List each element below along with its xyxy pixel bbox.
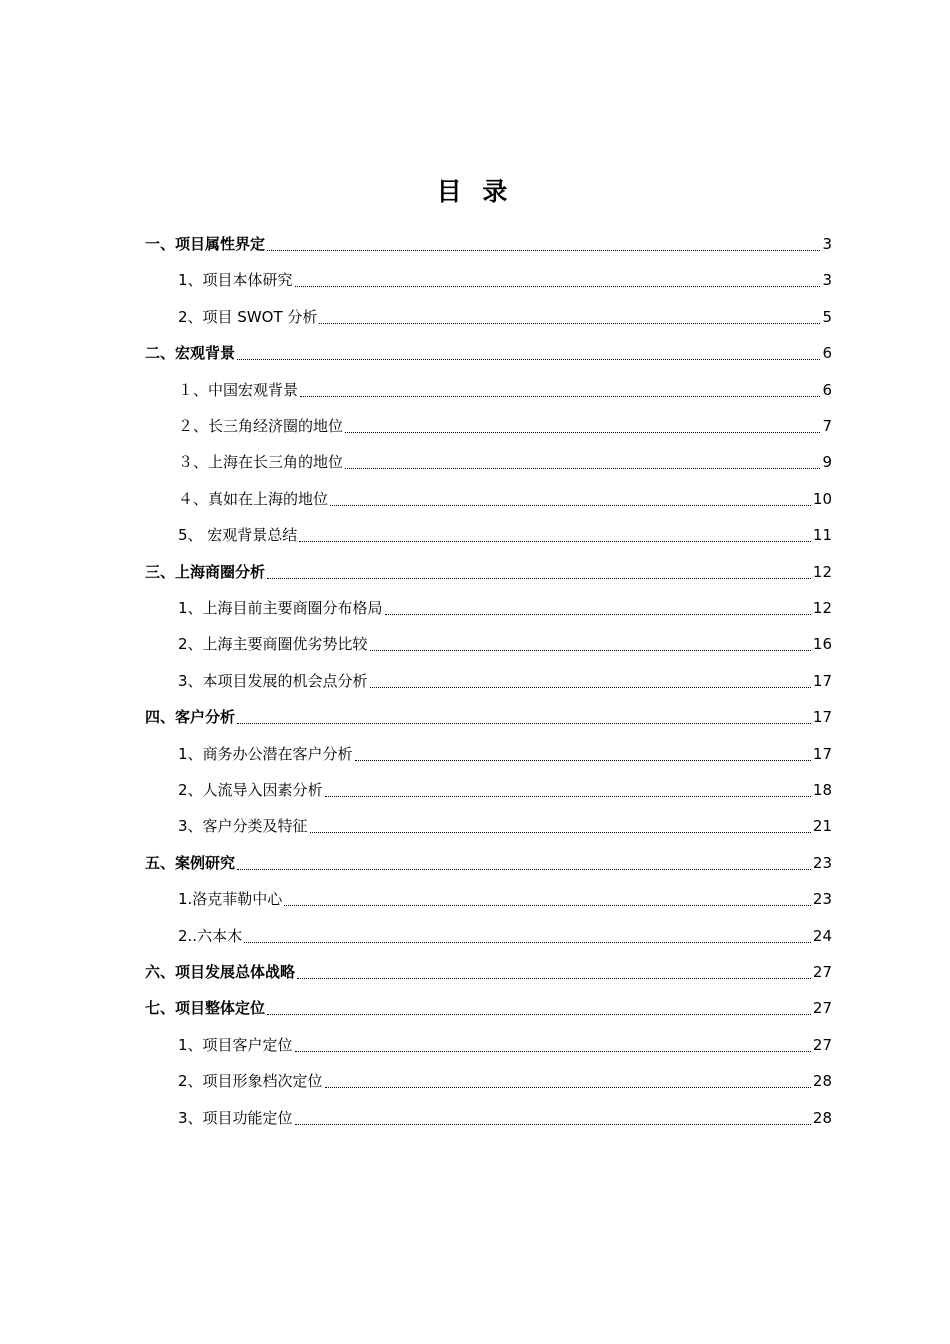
toc-leader-dots [297, 977, 811, 979]
toc-entry-label: ４、真如在上海的地位 [178, 490, 329, 508]
toc-entry-label: １、中国宏观背景 [178, 381, 299, 399]
toc-entry[interactable] [178, 881, 832, 917]
toc-entry-label: 六、项目发展总体战略 [145, 963, 296, 981]
toc-entry-page: 28 [812, 1109, 832, 1127]
toc-leader-dots [284, 904, 811, 906]
toc-entry-label: 3、项目功能定位 [178, 1109, 293, 1127]
toc-leader-dots [267, 577, 811, 579]
toc-leader-dots [237, 358, 820, 360]
toc-entry[interactable] [178, 1063, 832, 1099]
toc-entry-label: 2、人流导入因素分析 [178, 781, 323, 799]
toc-entry-label: 3、本项目发展的机会点分析 [178, 672, 368, 690]
toc-entry-page: 18 [812, 781, 832, 799]
toc-entry-page: 10 [812, 490, 832, 508]
toc-entry[interactable] [145, 699, 832, 735]
toc-entry[interactable] [178, 444, 832, 480]
toc-entry-page: 6 [822, 344, 832, 362]
toc-entry-page: 11 [812, 526, 832, 544]
toc-leader-dots [295, 285, 821, 287]
toc-leader-dots [345, 467, 820, 469]
toc-leader-dots [244, 941, 811, 943]
toc-leader-dots [345, 431, 820, 433]
toc-leader-dots [299, 540, 811, 542]
toc-entry-label: 2、上海主要商圈优劣势比较 [178, 635, 368, 653]
toc-entry-label: 1、项目本体研究 [178, 271, 293, 289]
toc-leader-dots [355, 759, 811, 761]
toc-entry[interactable] [178, 408, 832, 444]
toc-entry[interactable] [145, 845, 832, 881]
toc-entry[interactable] [178, 1100, 832, 1136]
toc-entry-page: 27 [812, 1036, 832, 1054]
toc-entry-label: 2、项目形象档次定位 [178, 1072, 323, 1090]
toc-entry-page: 12 [812, 563, 832, 581]
page-title: 目 录 [436, 177, 514, 206]
toc-entry-page: 27 [812, 963, 832, 981]
toc-entry-page: 17 [812, 745, 832, 763]
toc-entry[interactable] [178, 372, 832, 408]
toc-entry[interactable] [145, 990, 832, 1026]
toc-leader-dots [310, 831, 811, 833]
toc-entry[interactable] [145, 226, 832, 262]
toc-leader-dots [237, 868, 811, 870]
toc-leader-dots [295, 1050, 811, 1052]
toc-leader-dots [325, 1086, 811, 1088]
toc-entry-label: 1.洛克菲勒中心 [178, 890, 283, 908]
toc-entry-page: 24 [812, 927, 832, 945]
toc-leader-dots [300, 395, 820, 397]
toc-entry-label: 1、项目客户定位 [178, 1036, 293, 1054]
toc-entry[interactable] [145, 954, 832, 990]
toc-entry[interactable] [178, 772, 832, 808]
toc-entry-label: 四、客户分析 [145, 708, 236, 726]
toc-entry[interactable] [178, 517, 832, 553]
toc-entry-label: 七、项目整体定位 [145, 999, 266, 1017]
toc-entry-label: ２、长三角经济圈的地位 [178, 417, 344, 435]
toc-entry-label: 二、宏观背景 [145, 344, 236, 362]
toc-leader-dots [267, 249, 820, 251]
toc-entry[interactable] [178, 1027, 832, 1063]
toc-leader-dots [237, 722, 811, 724]
toc-entry-page: 5 [822, 308, 832, 326]
toc-entry-page: 17 [812, 708, 832, 726]
toc-entry-page: 9 [822, 453, 832, 471]
toc-entry-label: 1、商务办公潜在客户分析 [178, 745, 353, 763]
toc-leader-dots [385, 613, 811, 615]
toc-entry[interactable] [178, 590, 832, 626]
toc-entry[interactable] [178, 736, 832, 772]
toc-entry-page: 17 [812, 672, 832, 690]
toc-leader-dots [295, 1123, 811, 1125]
toc-leader-dots [330, 504, 811, 506]
toc-entry-label: 5、 宏观背景总结 [178, 526, 298, 544]
toc-leader-dots [319, 322, 820, 324]
toc-entry-label: 三、上海商圈分析 [145, 563, 266, 581]
toc-entry-label: 1、上海目前主要商圈分布格局 [178, 599, 383, 617]
toc-entry[interactable] [178, 808, 832, 844]
toc-entry-page: 12 [812, 599, 832, 617]
toc-entry-label: 五、案例研究 [145, 854, 236, 872]
toc-entry[interactable] [178, 663, 832, 699]
toc-entry[interactable] [178, 626, 832, 662]
toc-entry[interactable] [145, 554, 832, 590]
toc-entry-page: 3 [822, 271, 832, 289]
toc-entry-label: 2..六本木 [178, 927, 243, 945]
toc-entry-page: 3 [822, 235, 832, 253]
toc-entry-label: 3、客户分类及特征 [178, 817, 308, 835]
toc-entry-label: 2、项目 SWOT 分析 [178, 308, 318, 326]
toc-entry[interactable] [178, 918, 832, 954]
toc-entry[interactable] [145, 335, 832, 371]
toc-entry-page: 16 [812, 635, 832, 653]
toc-entry-page: 27 [812, 999, 832, 1017]
toc-leader-dots [325, 795, 811, 797]
toc-entry-label: 一、项目属性界定 [145, 235, 266, 253]
toc-entry-page: 6 [822, 381, 832, 399]
toc-entry-page: 23 [812, 890, 832, 908]
toc-entry[interactable] [178, 299, 832, 335]
toc-entry-page: 7 [822, 417, 832, 435]
toc-entry-page: 21 [812, 817, 832, 835]
toc-leader-dots [370, 686, 811, 688]
toc-entry[interactable] [178, 481, 832, 517]
toc-entry-page: 28 [812, 1072, 832, 1090]
toc-entry-label: ３、上海在长三角的地位 [178, 453, 344, 471]
toc-leader-dots [267, 1013, 811, 1015]
toc-leader-dots [370, 649, 811, 651]
toc-entry[interactable] [178, 262, 832, 298]
toc-entry-page: 23 [812, 854, 832, 872]
